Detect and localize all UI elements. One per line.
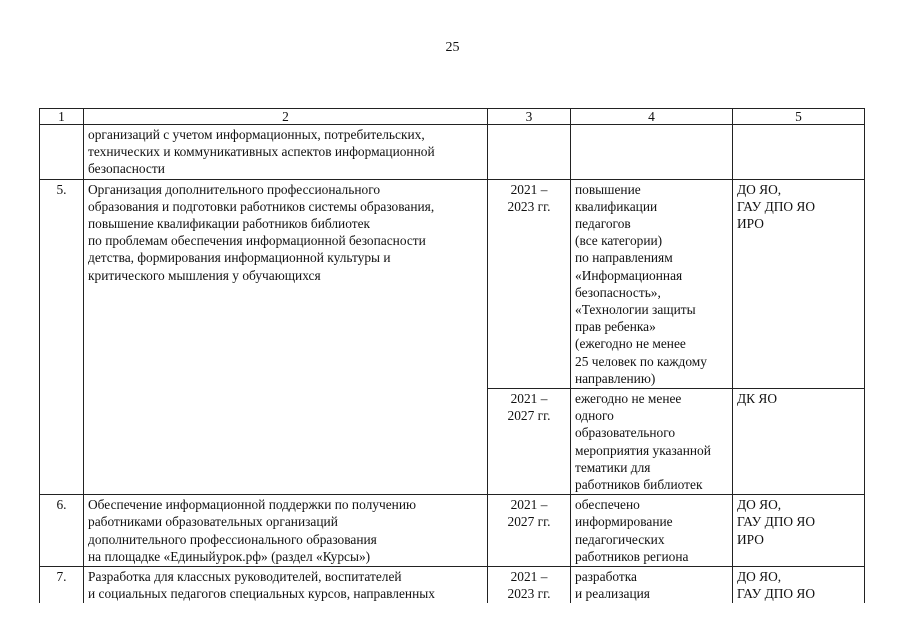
table-row xyxy=(40,567,865,604)
row-period: 2021 – 2027 гг. xyxy=(488,389,571,495)
row-executor: ДО ЯО, ГАУ ДПО ЯО ИРО xyxy=(733,179,865,388)
column-header: 1 xyxy=(40,109,84,125)
row-period: 2021 – 2027 гг. xyxy=(488,495,571,567)
table-row-continuation xyxy=(40,125,865,180)
row-executor: ДО ЯО, ГАУ ДПО ЯО xyxy=(733,567,865,604)
row-period xyxy=(488,125,571,180)
row-period: 2021 – 2023 гг. xyxy=(488,567,571,604)
row-description: Разработка для классных руководителей, воспитателей и социальных педагогов специальных курсов, направленных xyxy=(84,567,488,604)
row-description: организаций с учетом информационных, потребительских, технических и коммуникативных аспектов информационной безопасности xyxy=(84,125,488,180)
row-result: ежегодно не менее одного образовательного мероприятия указанной тематики для работников библиотек xyxy=(571,389,733,495)
row-executor xyxy=(733,125,865,180)
row-period: 2021 – 2023 гг. xyxy=(488,179,571,388)
row-executor: ДК ЯО xyxy=(733,389,865,495)
column-header: 5 xyxy=(733,109,865,125)
table-row xyxy=(40,179,865,388)
row-result: повышение квалификации педагогов (все категории) по направлениям «Информационная безопасность», «Технологии защиты прав ребенка» (ежегодно не менее 25 человек по каждому направлению) xyxy=(571,179,733,388)
row-number xyxy=(40,125,84,180)
measures-table xyxy=(39,108,865,603)
column-header: 4 xyxy=(571,109,733,125)
column-header: 3 xyxy=(488,109,571,125)
row-result: обеспечено информирование педагогических работников региона xyxy=(571,495,733,567)
column-header: 2 xyxy=(84,109,488,125)
row-result: разработка и реализация xyxy=(571,567,733,604)
row-executor: ДО ЯО, ГАУ ДПО ЯО ИРО xyxy=(733,495,865,567)
row-number: 5. xyxy=(40,179,84,495)
table-row xyxy=(40,495,865,567)
row-description: Обеспечение информационной поддержки по получению работниками образовательных организаций дополнительного профессионального образования на площадке «Единыйурок.рф» (раздел «Курсы») xyxy=(84,495,488,567)
row-number: 6. xyxy=(40,495,84,567)
table-header-row xyxy=(40,109,865,125)
row-result xyxy=(571,125,733,180)
page-number: 25 xyxy=(445,40,460,55)
row-description: Организация дополнительного профессионального образования и подготовки работников системы образования, повышение квалификации работников библиотек по проблемам обеспечения информационной безопасности детства, формирования информационной культуры и критического мышления у обучающихся xyxy=(84,179,488,495)
row-number: 7. xyxy=(40,567,84,604)
